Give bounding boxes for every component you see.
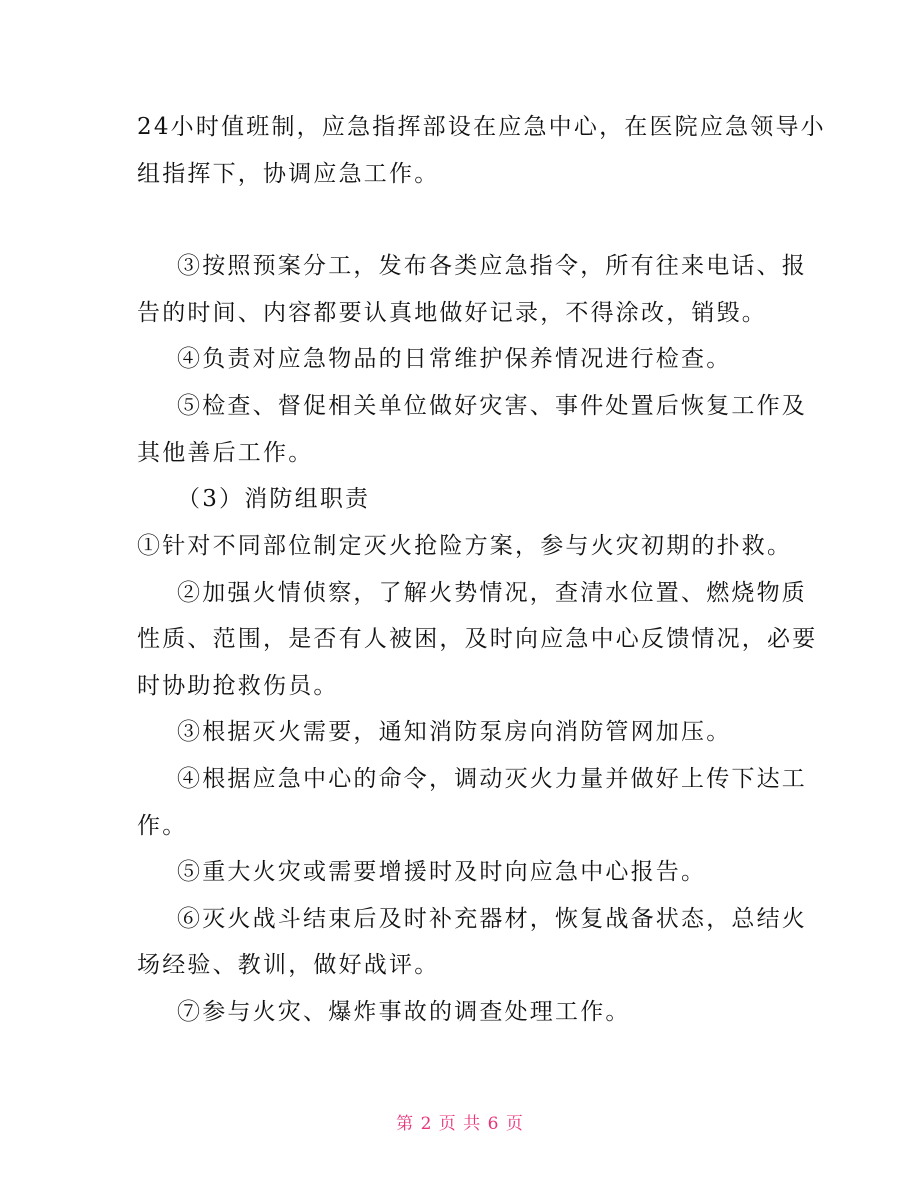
text-line-16: ⑤重大火灾或需要增援时及时向应急中心报告。 xyxy=(177,859,707,885)
page-number-footer: 第 2 页 共 6 页 xyxy=(396,1114,524,1134)
text-line-4: 告的时间、内容都要认真地做好记录，不得涂改，销毁。 xyxy=(137,300,767,326)
text-line-6: ⑤检查、督促相关单位做好灾害、事件处置后恢复工作及 xyxy=(177,393,807,419)
text-line-19: ⑦参与火灾、爆炸事故的调查处理工作。 xyxy=(177,999,631,1025)
text-line-7: 其他善后工作。 xyxy=(137,440,314,466)
text-line-10: ②加强火情侦察，了解火势情况，查清水位置、燃烧物质 xyxy=(177,580,807,606)
text-line-13: ③根据灭火需要，通知消防泵房向消防管网加压。 xyxy=(177,719,732,745)
text-line-15: 作。 xyxy=(137,813,188,839)
text-line-12: 时协助抢救伤员。 xyxy=(137,673,339,699)
text-line-17: ⑥灭火战斗结束后及时补充器材，恢复战备状态，总结火 xyxy=(177,906,807,932)
text-line-14: ④根据应急中心的命令，调动灭火力量并做好上传下达工 xyxy=(177,766,807,792)
text-line-9: ①针对不同部位制定灭火抢险方案，参与火灾初期的扑救。 xyxy=(137,533,793,559)
text-line-1: 24小时值班制，应急指挥部设在应急中心，在医院应急领导小 xyxy=(137,114,826,140)
section-heading: （3）消防组职责 xyxy=(177,486,371,512)
text-line-11: 性质、范围，是否有人被困，及时向应急中心反馈情况，必要 xyxy=(137,626,818,652)
text-line-3: ③按照预案分工，发布各类应急指令，所有往来电话、报 xyxy=(177,253,807,279)
text-line-5: ④负责对应急物品的日常维护保养情况进行检查。 xyxy=(177,346,732,372)
text-line-18: 场经验、教训，做好战评。 xyxy=(137,952,440,978)
text-line-2: 组指挥下，协调应急工作。 xyxy=(137,161,440,187)
